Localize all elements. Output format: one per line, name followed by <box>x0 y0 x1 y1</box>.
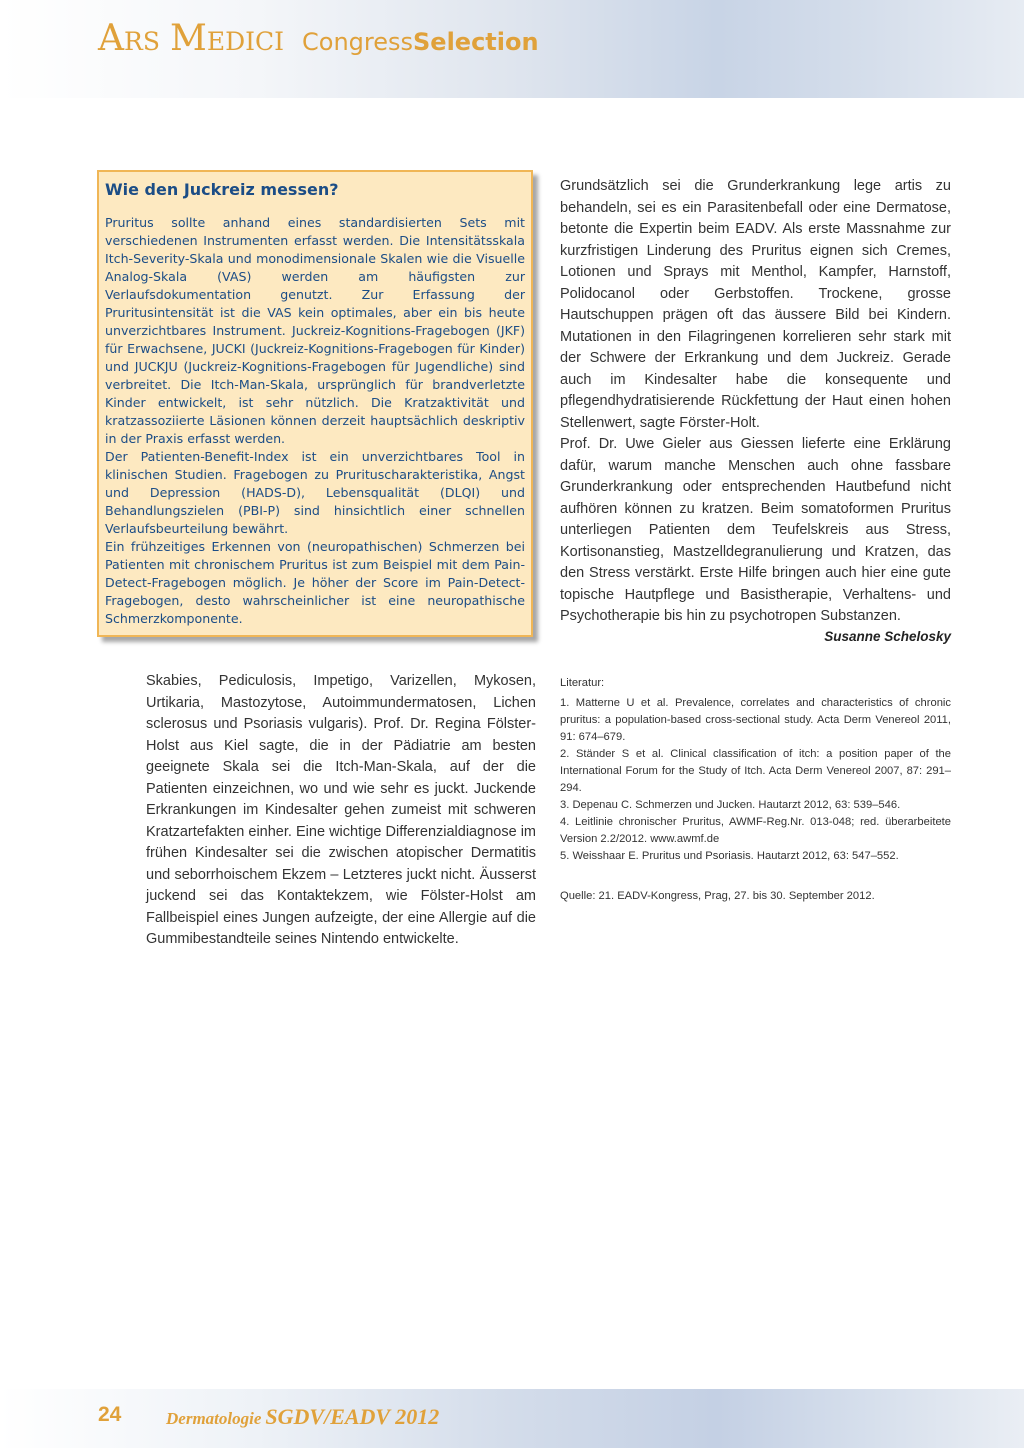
body-paragraph: Skabies, Pediculosis, Impetigo, Varizellen, Mykosen, Urtikaria, Mastozytose, Autoimmundermatosen, Lichen sclerosus und Psoriasis vulgaris). Prof. Dr. Regina Fölster-Holst aus Kiel sagte, die in der Pädiatrie am besten geeignete Skala sei die Itch-Man-Skala, auf der die Patienten einzeichnen, wo und wie sehr es juckt. Juckende Erkrankungen im Kindesalter gehen zumeist mit schweren Kratzartefakten einher. Eine wichtige Differenzialdiagnose im frühen Kindesalter sei die zwischen atopischer Dermatitis und seborrhoischem Ekzem – Letzteres juckt nicht. Äusserst juckend sei das Kontaktekzem, wie Fölster-Holst am Fallbeispiel eines Jungen aufzeigte, der eine Allergie auf die Gummibestandteile seines Nintendo entwickelte. <box>146 673 536 947</box>
left-column-text <box>146 671 536 951</box>
journal-prefix: Dermatologie <box>166 1409 262 1428</box>
body-paragraph: Prof. Dr. Uwe Gieler aus Giessen lieferte eine Erklärung dafür, warum manche Menschen auch ohne fassbare Grunderkrankung oder entsprechenden Hautbefund nicht aufhören können zu kratzen. Beim somatoformen Pruritus unterliegen Patienten dem Teufelskreis aus Stress, Kortisonanstieg, Mastzelldegranulierung und Kratzen, das den Stress verstärkt. Erste Hilfe bringen auch hier eine gute topische Hautpflege und Basistherapie, Verhaltens- und Psychotherapie bis hin zu psychotropen Substanzen. <box>560 436 951 624</box>
logo-letters-rs: RS <box>124 27 160 56</box>
literature-item: 1. Matterne U et al. Prevalence, correlates and characteristics of chronic pruritus: a population-based cross-sectional study. Acta Derm Venereol 2011, 91: 674–679. <box>560 697 951 743</box>
logo-letter-a: A <box>98 18 124 59</box>
literature-list <box>560 675 951 865</box>
info-box-title: Wie den Juckreiz messen? <box>105 180 339 199</box>
info-box-paragraph: Der Patienten-Benefit-Index ist ein unverzichtbares Tool in klinischen Studien. Fragebogen zu Prurituscharakteristika, Angst und Depression (HADS-D), Lebensqualität (DLQI) und Behandlungszielen (PBI-P) sind hinsichtlich einer schnellen Verlaufsbeurteilung bewährt. <box>105 449 525 536</box>
literature-heading: Literatur: <box>560 677 605 689</box>
info-box <box>97 170 533 637</box>
source-note: Quelle: 21. EADV-Kongress, Prag, 27. bis 30. September 2012. <box>560 890 875 902</box>
logo-congress: Congress <box>302 28 414 56</box>
right-column-text <box>560 176 951 646</box>
logo-selection: Selection <box>413 28 539 56</box>
literature-item: 2. Ständer S et al. Clinical classification of itch: a position paper of the International Forum for the Study of Itch. Acta Derm Venereol 2007, 87: 291–294. <box>560 748 951 794</box>
info-box-paragraph: Ein frühzeitiges Erkennen von (neuropathischen) Schmerzen bei Patienten mit chronischem Pruritus ist zum Beispiel mit dem Pain-Detect-Fragebogen möglich. Je höher der Score im Pain-Detect-Fragebogen, desto wahrscheinlicher ist eine neuropathische Schmerzkomponente. <box>105 539 525 626</box>
info-box-paragraph: Pruritus sollte anhand eines standardisierten Sets mit verschiedenen Instrumenten erfasst werden. Die Intensitätsskala Itch-Severity-Skala und monodimensionale Skalen wie die Visuelle Analog-Skala (VAS) werden am häufigsten zur Verlaufsdokumentation genutzt. Zur Erfassung der Pruritusintensität ist die VAS kein optimales, aber ein bis heute unverzichtbares Instrument. Juckreiz-Kognitions-Fragebogen (JKF) für Erwachsene, JUCKI (Juckreiz-Kognitions-Fragebogen für Kinder) und JUCKJU (Juckreiz-Kognitions-Fragebogen für Jugendliche) sind verbreitet. Die Itch-Man-Skala, ursprünglich für brandverletzte Kinder entwickelt, ist sehr nützlich. Die Kratzaktivität und kratzassoziierte Läsionen können derzeit hauptsächlich deskriptiv in der Praxis erfasst werden. <box>105 215 525 446</box>
ars-medici-logo <box>98 18 539 59</box>
journal-name: SGDV/EADV 2012 <box>265 1404 440 1429</box>
logo-letter-m: M <box>169 18 207 59</box>
literature-item: 5. Weisshaar E. Pruritus und Psoriasis. Hautarzt 2012, 63: 547–552. <box>560 850 899 862</box>
page-header-band <box>0 0 1024 98</box>
literature-item: 3. Depenau C. Schmerzen und Jucken. Hautarzt 2012, 63: 539–546. <box>560 799 901 811</box>
body-paragraph: Grundsätzlich sei die Grunderkrankung lege artis zu behandeln, sei es ein Parasitenbefall oder eine Dermatose, betonte die Expertin beim EADV. Als erste Massnahme zur kurzfristigen Linderung des Pruritus eignen sich Cremes, Lotionen und Sprays mit Menthol, Kampfer, Harnstoff, Polidocanol oder Gerbstoffen. Trockene, grosse Hautschuppen prägen oft das äussere Bild bei Kindern. Mutationen in den Filagringenen korrelieren sehr stark mit der Schwere der Erkrankung und dem Juckreiz. Gerade auch im Kindesalter habe die konsequente und pflegendhydratisierende Rückfettung der Haut einen hohen Stellenwert, sagte Förster-Holt. <box>560 178 951 431</box>
logo-letters-edici: EDICI <box>206 27 285 56</box>
journal-title <box>166 1404 439 1430</box>
page-footer-band <box>0 1389 1024 1448</box>
page-number: 24 <box>98 1403 122 1426</box>
author-name: Susanne Schelosky <box>824 628 951 644</box>
literature-item: 4. Leitlinie chronischer Pruritus, AWMF-Reg.Nr. 013-048; red. überarbeitete Version 2.2/2012. www.awmf.de <box>560 816 951 845</box>
